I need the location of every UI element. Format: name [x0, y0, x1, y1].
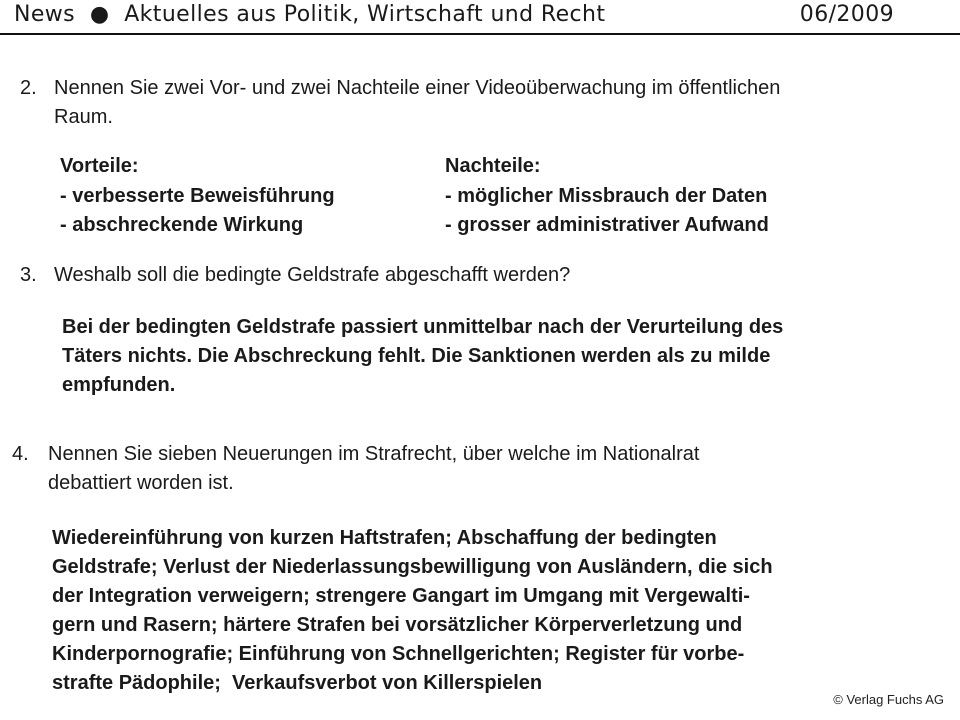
question-number: 3.: [20, 264, 37, 286]
answer-line: strafte Pädophile; Verkaufsverbot von Killerspielen: [52, 672, 543, 694]
question-text-line-1: Weshalb soll die bedingte Geldstrafe abgeschafft werden?: [54, 264, 571, 286]
answer-line: Kinderpornografie; Einführung von Schnellgerichten; Register für vorbe-: [52, 643, 745, 665]
answer-line: Täters nichts. Die Abschreckung fehlt. Die Sanktionen werden als zu milde: [62, 345, 771, 367]
answer-line: der Integration verweigern; strengere Gangart im Umgang mit Vergewalti-: [52, 585, 750, 607]
question-3: [20, 261, 930, 290]
question-number: 2.: [20, 77, 37, 99]
answer-3: [62, 313, 783, 400]
advantage-item: - abschreckende Wirkung: [60, 214, 304, 236]
advantage-item: - verbesserte Beweisführung: [60, 184, 335, 207]
copyright-notice: © Verlag Fuchs AG: [833, 692, 944, 707]
question-4: [12, 440, 922, 498]
question-text-line-2: debattiert worden ist.: [48, 472, 234, 494]
question-number: 4.: [12, 443, 29, 465]
page-header: [14, 2, 944, 32]
header-date: 06/2009: [799, 2, 894, 27]
advantages-title: Vorteile:: [60, 155, 139, 177]
answer-line: Geldstrafe; Verlust der Niederlassungsbewilligung von Ausländern, die sich: [52, 556, 773, 578]
question-text-line-1: Nennen Sie zwei Vor- und zwei Nachteile einer Videoüberwachung im öffentlichen: [54, 77, 781, 99]
answer-line: Wiedereinführung von kurzen Haftstrafen; Abschaffung der bedingten: [52, 527, 717, 549]
answer-4: [52, 524, 773, 698]
advantages-list: [60, 152, 335, 241]
question-text-line-1: Nennen Sie sieben Neuerungen im Strafrecht, über welche im Nationalrat: [48, 443, 700, 465]
answer-line: Bei der bedingten Geldstrafe passiert unmittelbar nach der Verurteilung des: [62, 316, 784, 338]
disadvantages-list: [445, 152, 769, 241]
disadvantage-item: - möglicher Missbrauch der Daten: [445, 184, 768, 207]
answer-line: empfunden.: [62, 374, 176, 396]
question-2: [20, 74, 930, 132]
disadvantages-title: Nachteile:: [445, 155, 541, 177]
answer-line: gern und Rasern; härtere Strafen bei vorsätzlicher Körperverletzung und: [52, 614, 743, 636]
header-divider: [0, 33, 960, 35]
disadvantage-item: - grosser administrativer Aufwand: [445, 214, 769, 236]
header-title: News ● Aktuelles aus Politik, Wirtschaft und Recht: [14, 2, 606, 27]
question-text-line-2: Raum.: [54, 106, 113, 128]
